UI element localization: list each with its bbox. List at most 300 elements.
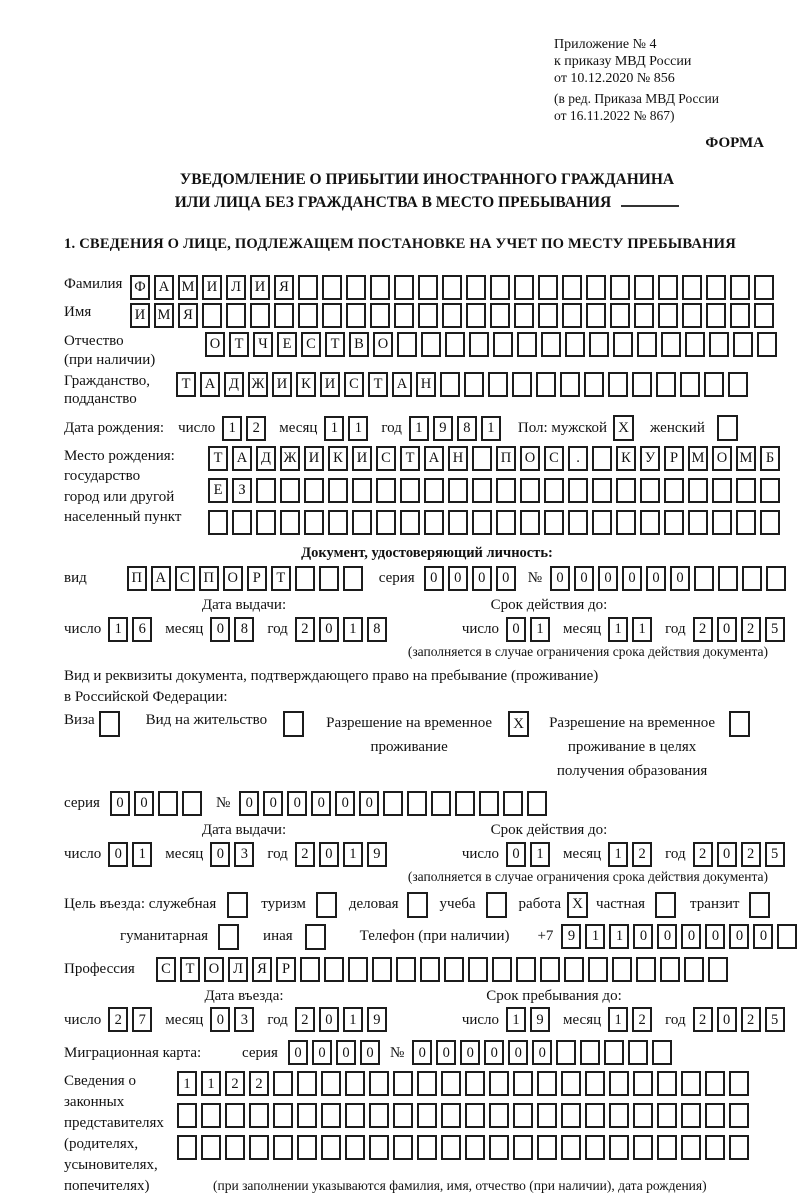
char-cell[interactable]: У [640,446,660,471]
char-cell[interactable] [256,478,276,503]
char-cell[interactable]: 0 [484,1040,504,1065]
char-cell[interactable]: 1 [608,1007,628,1032]
char-cell[interactable] [760,510,780,535]
char-cell[interactable]: А [232,446,252,471]
char-cell[interactable] [324,957,344,982]
char-cell[interactable] [345,1071,365,1096]
char-cell[interactable] [345,1135,365,1160]
char-cell[interactable]: 0 [657,924,677,949]
char-cell[interactable] [343,566,363,591]
char-cell[interactable] [540,957,560,982]
char-cell[interactable] [705,1103,725,1128]
char-cell[interactable] [609,1103,629,1128]
char-cell[interactable] [664,478,684,503]
char-cell[interactable] [466,303,486,328]
char-cell[interactable]: 1 [481,416,501,441]
char-cell[interactable]: О [223,566,243,591]
char-cell[interactable]: 1 [343,842,363,867]
char-cell[interactable] [640,478,660,503]
char-cell[interactable] [418,303,438,328]
char-cell[interactable] [297,1071,317,1096]
char-cell[interactable] [280,478,300,503]
char-cell[interactable]: 0 [532,1040,552,1065]
char-cell[interactable]: 0 [681,924,701,949]
char-cell[interactable]: 0 [550,566,570,591]
char-cell[interactable] [466,275,486,300]
char-cell[interactable]: 9 [433,416,453,441]
char-cell[interactable] [400,510,420,535]
char-cell[interactable] [158,791,178,816]
char-cell[interactable] [297,1103,317,1128]
char-cell[interactable] [538,303,558,328]
char-cell[interactable] [488,372,508,397]
char-cell[interactable] [585,1135,605,1160]
char-cell[interactable] [321,1103,341,1128]
char-cell[interactable] [441,1135,461,1160]
purpose-tranzit-checkbox[interactable] [749,892,770,918]
char-cell[interactable]: Н [416,372,436,397]
char-cell[interactable]: Т [400,446,420,471]
char-cell[interactable]: 0 [360,1040,380,1065]
char-cell[interactable] [442,303,462,328]
char-cell[interactable]: А [392,372,412,397]
char-cell[interactable]: А [424,446,444,471]
char-cell[interactable] [612,957,632,982]
char-cell[interactable]: 0 [496,566,516,591]
char-cell[interactable] [688,478,708,503]
char-cell[interactable] [300,957,320,982]
char-cell[interactable] [584,372,604,397]
char-cell[interactable]: 2 [295,842,315,867]
char-cell[interactable]: 0 [729,924,749,949]
char-cell[interactable]: К [616,446,636,471]
char-cell[interactable]: 1 [632,617,652,642]
char-cell[interactable]: 2 [693,842,713,867]
char-cell[interactable]: М [736,446,756,471]
char-cell[interactable]: 1 [585,924,605,949]
char-cell[interactable]: 2 [246,416,266,441]
char-cell[interactable] [657,1071,677,1096]
char-cell[interactable]: 1 [343,1007,363,1032]
char-cell[interactable]: Р [247,566,267,591]
char-cell[interactable]: 0 [288,1040,308,1065]
char-cell[interactable]: 9 [367,1007,387,1032]
char-cell[interactable] [568,478,588,503]
char-cell[interactable] [585,1071,605,1096]
char-cell[interactable]: Ж [280,446,300,471]
char-cell[interactable]: О [205,332,225,357]
char-cell[interactable] [754,303,774,328]
char-cell[interactable] [706,303,726,328]
char-cell[interactable] [489,1103,509,1128]
char-cell[interactable]: О [204,957,224,982]
char-cell[interactable]: Я [178,303,198,328]
char-cell[interactable]: П [199,566,219,591]
char-cell[interactable] [580,1040,600,1065]
char-cell[interactable]: 2 [632,1007,652,1032]
char-cell[interactable]: Е [208,478,228,503]
char-cell[interactable]: 2 [225,1071,245,1096]
char-cell[interactable] [440,372,460,397]
char-cell[interactable] [370,303,390,328]
char-cell[interactable] [273,1135,293,1160]
char-cell[interactable]: С [376,446,396,471]
char-cell[interactable]: Л [228,957,248,982]
char-cell[interactable] [280,510,300,535]
char-cell[interactable]: 0 [319,842,339,867]
char-cell[interactable] [660,957,680,982]
char-cell[interactable] [561,1135,581,1160]
char-cell[interactable]: Т [325,332,345,357]
char-cell[interactable]: 0 [287,791,307,816]
char-cell[interactable]: 3 [234,1007,254,1032]
char-cell[interactable] [513,1103,533,1128]
char-cell[interactable]: О [373,332,393,357]
char-cell[interactable] [346,303,366,328]
char-cell[interactable] [490,303,510,328]
char-cell[interactable] [729,1071,749,1096]
char-cell[interactable]: О [520,446,540,471]
char-cell[interactable]: 0 [110,791,130,816]
char-cell[interactable] [493,332,513,357]
char-cell[interactable] [417,1071,437,1096]
char-cell[interactable]: 0 [359,791,379,816]
char-cell[interactable]: 1 [177,1071,197,1096]
char-cell[interactable]: 0 [506,617,526,642]
char-cell[interactable]: 9 [367,842,387,867]
purpose-inaya-checkbox[interactable] [305,924,326,950]
char-cell[interactable] [609,1135,629,1160]
char-cell[interactable] [757,332,777,357]
title-blank-line[interactable] [621,191,679,207]
char-cell[interactable] [346,275,366,300]
char-cell[interactable]: 0 [319,1007,339,1032]
char-cell[interactable] [489,1135,509,1160]
char-cell[interactable] [729,1135,749,1160]
char-cell[interactable]: К [328,446,348,471]
char-cell[interactable] [613,332,633,357]
char-cell[interactable] [712,478,732,503]
char-cell[interactable] [490,275,510,300]
char-cell[interactable] [394,303,414,328]
char-cell[interactable] [656,372,676,397]
char-cell[interactable]: 0 [506,842,526,867]
char-cell[interactable] [448,510,468,535]
char-cell[interactable]: 0 [424,566,444,591]
char-cell[interactable] [464,372,484,397]
edu-residence-checkbox[interactable] [729,711,750,737]
char-cell[interactable] [556,1040,576,1065]
char-cell[interactable]: М [688,446,708,471]
char-cell[interactable] [658,275,678,300]
char-cell[interactable]: В [349,332,369,357]
char-cell[interactable]: 0 [335,791,355,816]
char-cell[interactable] [182,791,202,816]
char-cell[interactable]: 2 [693,1007,713,1032]
char-cell[interactable]: 0 [717,842,737,867]
temp-residence-checkbox[interactable]: X [508,711,529,737]
char-cell[interactable] [397,332,417,357]
char-cell[interactable] [705,1071,725,1096]
char-cell[interactable] [225,1135,245,1160]
char-cell[interactable] [513,1135,533,1160]
char-cell[interactable] [634,275,654,300]
char-cell[interactable] [393,1071,413,1096]
char-cell[interactable] [369,1103,389,1128]
purpose-chastnaya-checkbox[interactable] [655,892,676,918]
char-cell[interactable] [777,924,797,949]
char-cell[interactable] [489,1071,509,1096]
char-cell[interactable] [562,303,582,328]
char-cell[interactable] [616,510,636,535]
char-cell[interactable]: 0 [622,566,642,591]
char-cell[interactable] [441,1071,461,1096]
char-cell[interactable] [610,275,630,300]
char-cell[interactable]: 1 [530,842,550,867]
char-cell[interactable] [479,791,499,816]
char-cell[interactable]: 9 [530,1007,550,1032]
char-cell[interactable] [348,957,368,982]
char-cell[interactable]: А [200,372,220,397]
char-cell[interactable]: 1 [222,416,242,441]
char-cell[interactable] [321,1135,341,1160]
char-cell[interactable] [538,275,558,300]
char-cell[interactable] [633,1103,653,1128]
char-cell[interactable] [400,478,420,503]
char-cell[interactable]: 0 [210,842,230,867]
char-cell[interactable] [604,1040,624,1065]
char-cell[interactable] [496,478,516,503]
char-cell[interactable] [704,372,724,397]
char-cell[interactable] [527,791,547,816]
char-cell[interactable] [537,1103,557,1128]
char-cell[interactable] [396,957,416,982]
char-cell[interactable] [445,332,465,357]
char-cell[interactable]: 1 [409,416,429,441]
char-cell[interactable] [681,1103,701,1128]
char-cell[interactable]: С [175,566,195,591]
char-cell[interactable] [705,1135,725,1160]
char-cell[interactable] [560,372,580,397]
char-cell[interactable] [564,957,584,982]
char-cell[interactable]: М [178,275,198,300]
char-cell[interactable] [536,372,556,397]
char-cell[interactable]: 2 [108,1007,128,1032]
char-cell[interactable] [465,1103,485,1128]
char-cell[interactable] [682,303,702,328]
char-cell[interactable] [322,303,342,328]
char-cell[interactable] [492,957,512,982]
char-cell[interactable]: М [154,303,174,328]
char-cell[interactable]: Т [180,957,200,982]
char-cell[interactable] [694,566,714,591]
char-cell[interactable]: П [127,566,147,591]
char-cell[interactable]: И [272,372,292,397]
char-cell[interactable] [586,303,606,328]
char-cell[interactable] [345,1103,365,1128]
char-cell[interactable] [321,1071,341,1096]
char-cell[interactable]: Ч [253,332,273,357]
char-cell[interactable] [418,275,438,300]
char-cell[interactable]: Р [664,446,684,471]
char-cell[interactable]: 1 [608,617,628,642]
char-cell[interactable]: 1 [343,617,363,642]
char-cell[interactable] [537,1071,557,1096]
char-cell[interactable]: 0 [705,924,725,949]
char-cell[interactable] [742,566,762,591]
char-cell[interactable]: О [712,446,732,471]
char-cell[interactable]: 2 [249,1071,269,1096]
char-cell[interactable] [512,372,532,397]
char-cell[interactable] [661,332,681,357]
char-cell[interactable] [417,1135,437,1160]
char-cell[interactable] [465,1071,485,1096]
char-cell[interactable] [431,791,451,816]
char-cell[interactable]: И [250,275,270,300]
char-cell[interactable] [544,510,564,535]
char-cell[interactable] [383,791,403,816]
char-cell[interactable] [589,332,609,357]
sex-female-checkbox[interactable] [717,415,738,441]
char-cell[interactable] [520,478,540,503]
char-cell[interactable]: 1 [530,617,550,642]
char-cell[interactable]: Л [226,275,246,300]
char-cell[interactable] [393,1103,413,1128]
char-cell[interactable] [319,566,339,591]
char-cell[interactable] [537,1135,557,1160]
char-cell[interactable] [517,332,537,357]
char-cell[interactable] [352,478,372,503]
char-cell[interactable] [516,957,536,982]
char-cell[interactable]: 8 [367,617,387,642]
char-cell[interactable]: 0 [646,566,666,591]
char-cell[interactable] [370,275,390,300]
char-cell[interactable] [201,1135,221,1160]
char-cell[interactable] [608,372,628,397]
purpose-gumanitarnaya-checkbox[interactable] [218,924,239,950]
char-cell[interactable] [633,1071,653,1096]
char-cell[interactable] [202,303,222,328]
char-cell[interactable] [514,275,534,300]
char-cell[interactable] [680,372,700,397]
char-cell[interactable]: Р [276,957,296,982]
purpose-rabota-checkbox[interactable]: X [567,892,588,918]
char-cell[interactable] [441,1103,461,1128]
char-cell[interactable] [225,1103,245,1128]
char-cell[interactable] [328,478,348,503]
char-cell[interactable]: 2 [295,1007,315,1032]
char-cell[interactable] [455,791,475,816]
char-cell[interactable]: Д [256,446,276,471]
char-cell[interactable] [177,1103,197,1128]
visa-checkbox[interactable] [99,711,120,737]
char-cell[interactable]: И [320,372,340,397]
char-cell[interactable]: 8 [234,617,254,642]
char-cell[interactable]: Б [760,446,780,471]
char-cell[interactable] [658,303,678,328]
char-cell[interactable]: Т [229,332,249,357]
char-cell[interactable] [616,478,636,503]
char-cell[interactable] [424,510,444,535]
char-cell[interactable]: 9 [561,924,581,949]
char-cell[interactable] [592,446,612,471]
char-cell[interactable] [561,1071,581,1096]
char-cell[interactable] [640,510,660,535]
purpose-delovaya-checkbox[interactable] [407,892,428,918]
char-cell[interactable] [730,275,750,300]
char-cell[interactable]: 0 [472,566,492,591]
char-cell[interactable] [634,303,654,328]
char-cell[interactable] [541,332,561,357]
char-cell[interactable]: 6 [132,617,152,642]
char-cell[interactable] [469,332,489,357]
char-cell[interactable]: И [352,446,372,471]
char-cell[interactable] [352,510,372,535]
char-cell[interactable] [544,478,564,503]
char-cell[interactable]: И [202,275,222,300]
char-cell[interactable]: 0 [239,791,259,816]
char-cell[interactable] [369,1071,389,1096]
char-cell[interactable]: 0 [753,924,773,949]
char-cell[interactable]: 0 [633,924,653,949]
char-cell[interactable] [688,510,708,535]
char-cell[interactable] [304,510,324,535]
char-cell[interactable] [610,303,630,328]
char-cell[interactable] [706,275,726,300]
char-cell[interactable]: 0 [210,617,230,642]
char-cell[interactable]: 1 [132,842,152,867]
char-cell[interactable] [592,510,612,535]
char-cell[interactable] [297,1135,317,1160]
char-cell[interactable] [208,510,228,535]
char-cell[interactable]: Я [274,275,294,300]
char-cell[interactable] [372,957,392,982]
char-cell[interactable]: 5 [765,842,785,867]
char-cell[interactable] [295,566,315,591]
char-cell[interactable]: Т [176,372,196,397]
char-cell[interactable] [766,566,786,591]
char-cell[interactable] [657,1103,677,1128]
char-cell[interactable]: 2 [693,617,713,642]
sex-male-checkbox[interactable]: X [613,415,634,441]
char-cell[interactable] [417,1103,437,1128]
char-cell[interactable]: 5 [765,1007,785,1032]
char-cell[interactable]: Я [252,957,272,982]
char-cell[interactable] [442,275,462,300]
purpose-ucheba-checkbox[interactable] [486,892,507,918]
char-cell[interactable]: 1 [324,416,344,441]
char-cell[interactable]: Е [277,332,297,357]
char-cell[interactable] [420,957,440,982]
char-cell[interactable]: 1 [506,1007,526,1032]
char-cell[interactable] [637,332,657,357]
char-cell[interactable]: З [232,478,252,503]
char-cell[interactable]: 0 [448,566,468,591]
char-cell[interactable] [754,275,774,300]
char-cell[interactable]: А [151,566,171,591]
char-cell[interactable] [496,510,516,535]
char-cell[interactable] [226,303,246,328]
char-cell[interactable]: 0 [460,1040,480,1065]
char-cell[interactable] [407,791,427,816]
char-cell[interactable] [736,478,756,503]
char-cell[interactable] [304,478,324,503]
char-cell[interactable] [681,1071,701,1096]
char-cell[interactable]: И [304,446,324,471]
char-cell[interactable] [465,1135,485,1160]
char-cell[interactable]: 3 [234,842,254,867]
char-cell[interactable]: 0 [134,791,154,816]
